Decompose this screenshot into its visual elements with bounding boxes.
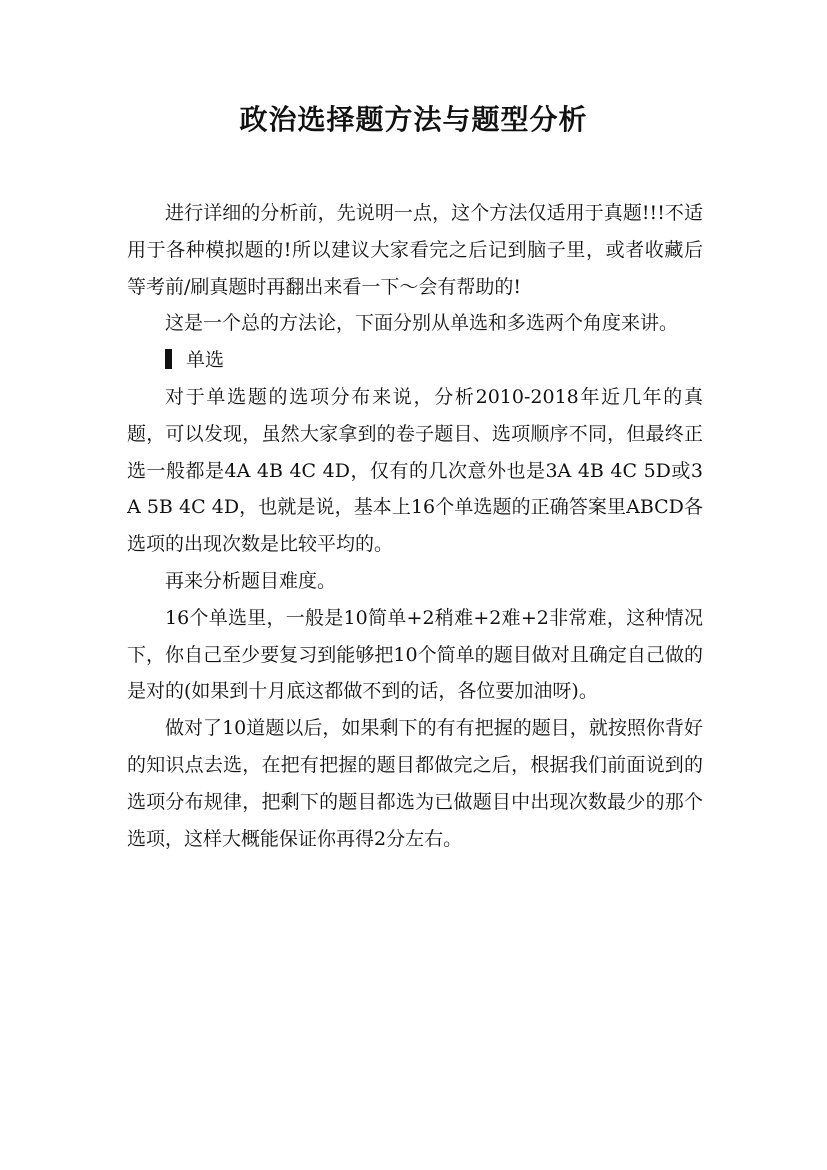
paragraph: 这是一个总的方法论，下面分别从单选和多选两个角度来讲。 [165,312,679,335]
paragraph: 做对了10道题以后，如果剩下的有有把握的题目，就按照你背好的知识点去选，在把有把握的题目都做完之后，根据我们前面说到的选项分布规律，把剩下的题目都选为已做题目中出现次数最少的那个选项，这样大概能保证你再得2分左右。 [127,717,703,850]
paragraph: 对于单选题的选项分布来说，分析2010-2018年近几年的真题，可以发现，虽然大家拿到的卷子题目、选项顺序不同，但最终正选一般都是4A 4B 4C 4D，仅有的几次意外也是3A 4B 4C 5D或3A 5B 4C 4D，也就是说，基本上16个单选题的正确答案里ABCD各选项的出现次数是比较平均的。 [127,385,703,556]
paragraph: 进行详细的分析前，先说明一点，这个方法仅适用于真题!!!不适用于各种模拟题的!所以建议大家看完之后记到脑子里，或者收藏后等考前/刷真题时再翻出来看一下～会有帮助的! [127,202,703,298]
section-heading [127,342,703,379]
document-body [127,195,703,857]
document-title: 政治选择题方法与题型分析 [239,103,588,136]
paragraph: 16个单选里，一般是10简单+2稍难+2难+2非常难，这种情况下，你自己至少要复习到能够把10个简单的题目做对且确定自己做的是对的(如果到十月底这都做不到的话，各位要加油呀)。 [127,606,703,703]
section-heading-label: 单选 [186,349,225,372]
paragraph: 再来分析题目难度。 [165,569,337,592]
heading-bar-icon [165,349,172,369]
